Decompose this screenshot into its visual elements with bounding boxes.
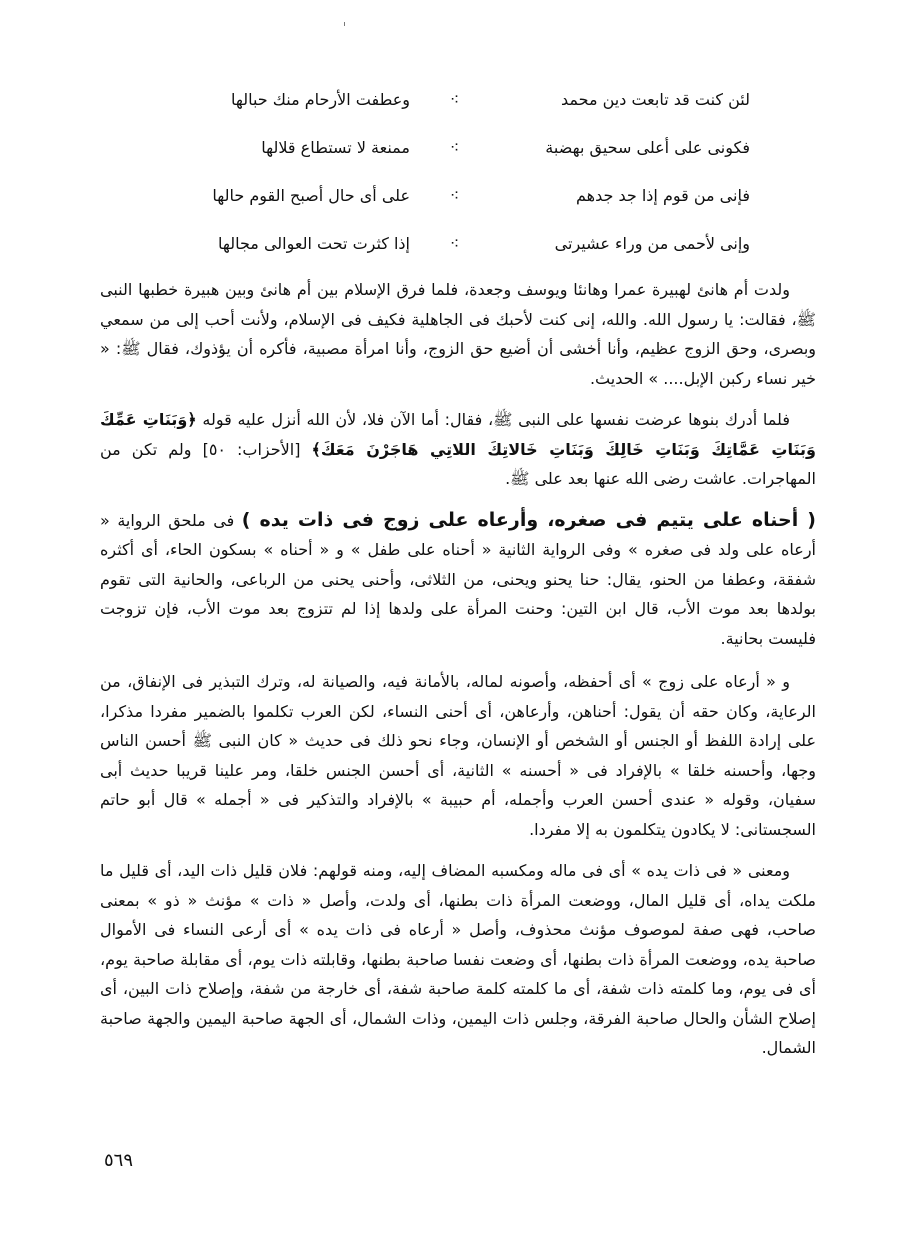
paragraph-quran-citation [100, 405, 816, 494]
poem-verse [160, 123, 750, 171]
verse-second-hemistich: إذا كثرت تحت العوالى مجالها [217, 233, 410, 253]
section-heading: ( أحناه على يتيم فى صغره، وأرعاه على زوج فى ذات يده ) [241, 508, 816, 531]
scan-mark [344, 22, 345, 26]
poem-verse [160, 219, 750, 267]
verse-separator: ⁖ [449, 137, 461, 157]
paragraph-umm-hani: ولدت أم هانئ لهبيرة عمرا وهانئا ويوسف وجعدة، فلما فرق الإسلام بين أم هانئ وبين هبيرة خطبها النبى ﷺ، فقالت: يا رسول الله. والله، إنى كنت لأحبك فى الجاهلية فكيف فى الإسلام، ولأنت أحب إلى من سمعي وبصرى، وحق الزوج عظيم، وأنا أخشى أن أضيع حق الزوج، وأنا امرأة مصبية، فأكره أن يؤذوك، فقال ﷺ: « خير نساء ركبن الإبل.... » الحديث. [100, 280, 816, 388]
paragraph-text: فى ملحق الرواية « أرعاه على ولد فى صغره » وفى الرواية الثانية « أحناه على طفل » و « أحناه » بسكون الحاء، أى أكثره شفقة، وعطفا من الحنو، يقال: حنا يحنو ويحنى، من الثلاثى، وأحنى يحنى من الرباعى، والحانية التى تقوم بولدها بعد موت الأب، قال ابن التين: وحنت المرأة على ولدها إذا لم تتزوج بعد موت الأب، فإن تزوجت فليست بحانية. [100, 510, 816, 648]
paragraph-arahu: و « أرعاه على زوج » أى أحفظه، وأصونه لماله، بالأمانة فيه، والصيانة له، وترك التبذير فى الإنفاق، من الرعاية، وكان حقه أن يقول: أحناهن، وأرعاهن، أى أحنى النساء، لكن العرب تكلموا بالضمير مفردا مذكرا، على إرادة اللفظ أو الجنس أو الشخص أو الإنسان، وجاء نحو ذلك فى حديث « كان النبى ﷺ أحسن الناس وجها، وأحسنه خلقا » بالإفراد فى « أحسنه » الثانية، أى أحسن الجنس خلقا، ومر علينا قريبا حديث أبى سفيان، وقوله « عندى أحسن العرب وأجمله، أم حبيبة » بالإفراد والتذكير فى « أجمله » قال أبو حاتم السجستانى: لا يكادون يتكلمون به إلا مفردا. [100, 672, 816, 839]
poem [160, 75, 750, 267]
page-body [100, 75, 816, 1063]
verse-first-hemistich: لئن كنت قد تابعت دين محمد [560, 89, 750, 109]
verse-separator: ⁖ [449, 185, 461, 205]
paragraph-commentary-heading [100, 506, 816, 654]
poem-verse [160, 75, 750, 123]
paragraph-dhat-yadih: ومعنى « فى ذات يده » أى فى ماله ومكسبه المضاف إليه، ومنه قولهم: فلان قليل ذات اليد، أى قليل ما ملكت يداه، أى قليل المال، ووضعت المرأة ذات بطنها، أى ولدت، وأصل « ذات » مؤنث « ذو » بمعنى صاحب، فهى صفة لموصوف مؤنث محذوف، وأصل « أرعاه فى ذات يده » أى أرعى النساء فى الأموال صاحبة يده، ووضعت المرأة ذات بطنها، أى وضعت نفسا صاحبة بطنها، وقابلته ذات يوم، أى مقابلة صاحبة يوم، أى فى يوم، وما كلمته ذات شفة، أى ما كلمته كلمة صاحبة شفة، أى خارجة من شفة، وإصلاح ذات البين، أى إصلاح الشأن والحال صاحبة الفرقة، وجلس ذات اليمين، وذات الشمال، أى الجهة صاحبة اليمين والجهة صاحبة الشمال. [100, 861, 816, 1057]
verse-first-hemistich: فإنى من قوم إذا جد جدهم [576, 185, 750, 205]
paragraph-text: فلما أدرك بنوها عرضت نفسها على النبى ﷺ، فقال: أما الآن فلا، لأن الله أنزل عليه قوله [196, 410, 790, 429]
poem-verse [160, 171, 750, 219]
verse-separator: ⁖ [449, 89, 461, 109]
paragraph-text: [الأحزاب: ٥٠] ولم تكن من المهاجرات. عاشت رضى الله عنها بعد على ﷺ. [100, 439, 816, 488]
verse-second-hemistich: وعطفت الأرحام منك حبالها [230, 89, 410, 109]
verse-first-hemistich: فكونى على أعلى سحيق بهضبة [545, 137, 750, 157]
verse-separator: ⁖ [449, 233, 461, 253]
verse-first-hemistich: وإنى لأحمى من وراء عشيرتى [554, 233, 750, 253]
quran-verse: ﴿وَبَنَاتِ عَمِّكَ وَبَنَاتِ عَمَّاتِكَ وَبَنَاتِ خَالِكَ وَبَنَاتِ خَالاتِكَ اللاتِي هَاجَرْنَ مَعَكَ﴾ [100, 410, 817, 459]
verse-second-hemistich: ممنعة لا تستطاع قلالها [261, 137, 410, 157]
page-number: ٥٦٩ [104, 1150, 134, 1171]
verse-second-hemistich: على أى حال أصبح القوم حالها [212, 185, 410, 205]
